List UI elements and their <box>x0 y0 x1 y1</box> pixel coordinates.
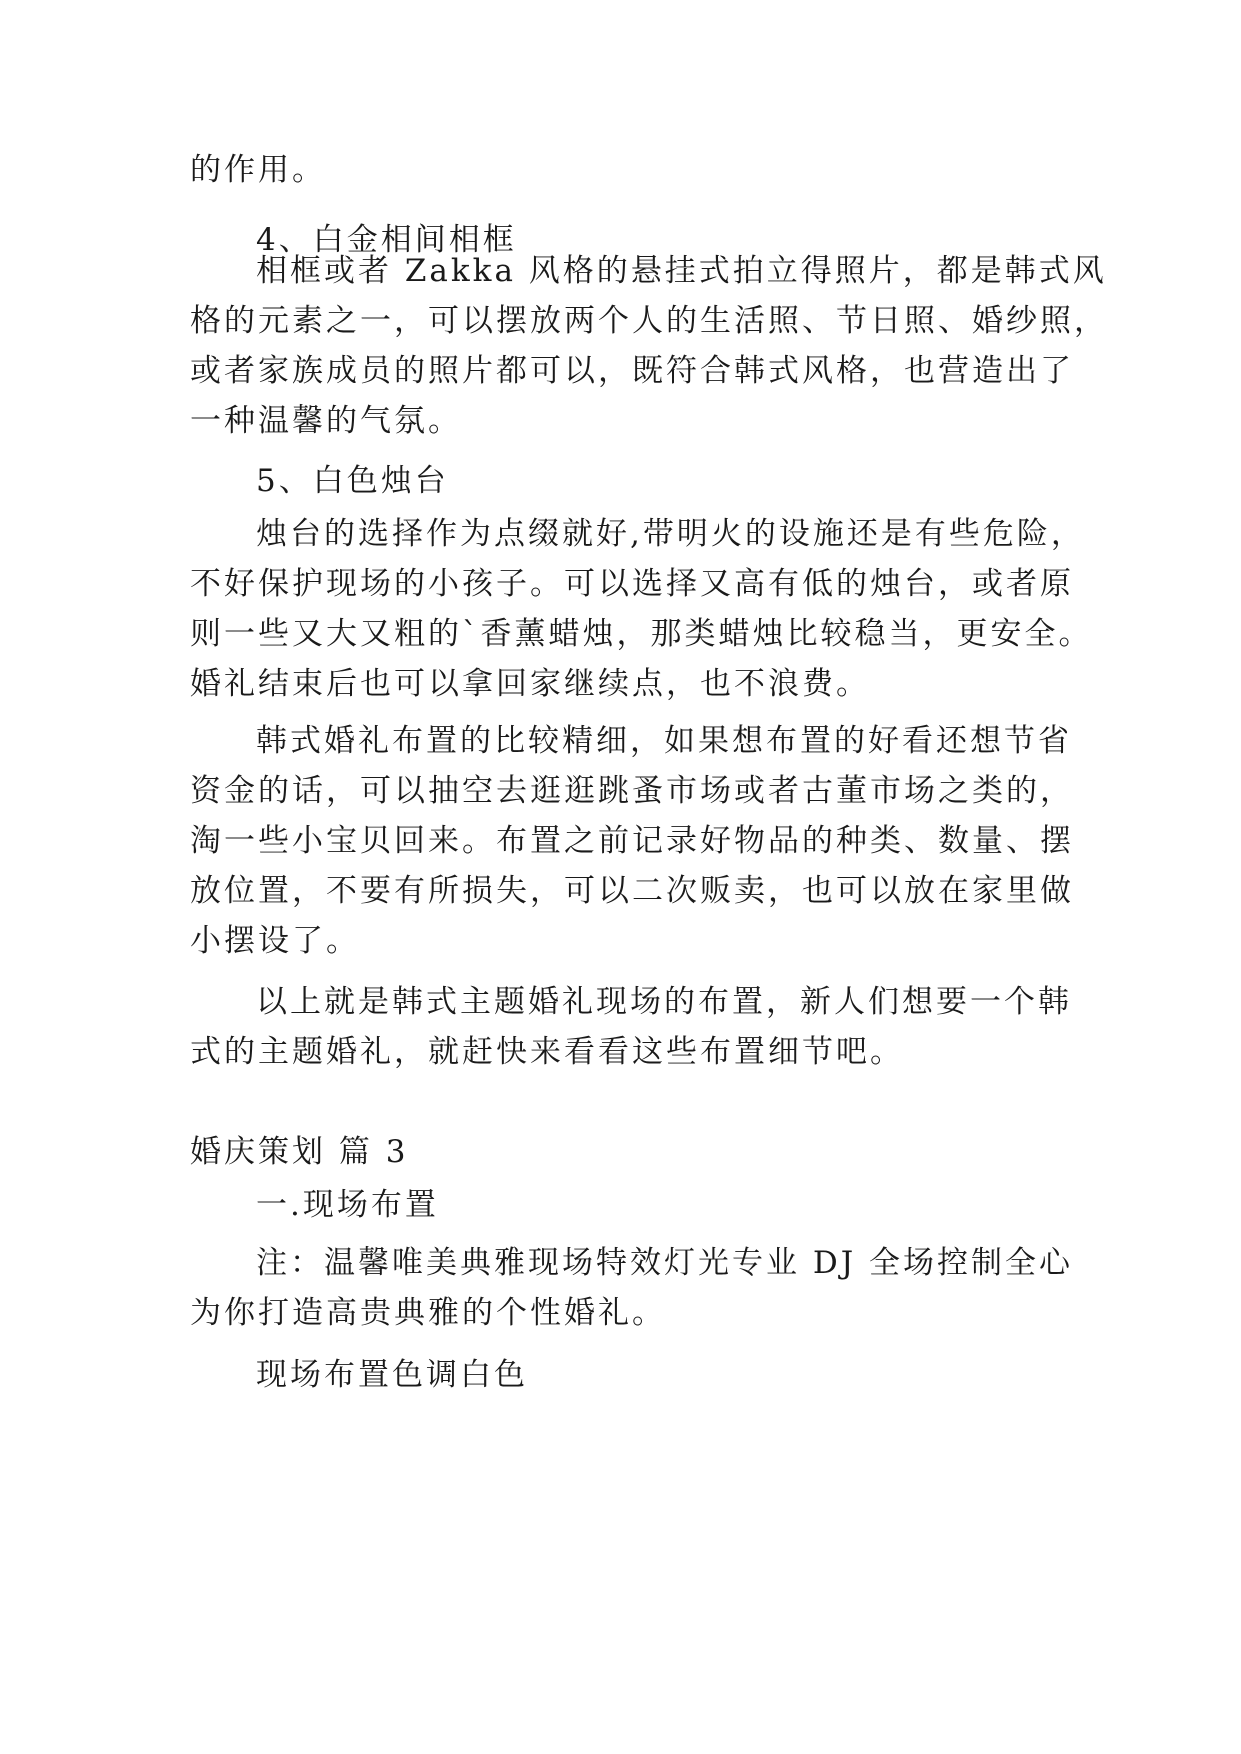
text-line: 注：温馨唯美典雅现场特效灯光专业 DJ 全场控制全心 <box>256 1245 1073 1281</box>
section-title: 婚庆策划 篇 3 <box>190 1134 409 1170</box>
text-line: 淘一些小宝贝回来。布置之前记录好物品的种类、数量、摆 <box>190 823 1074 859</box>
text-line: 一种温馨的气氛。 <box>190 403 462 439</box>
section-heading: 5、白色烛台 <box>256 463 449 499</box>
text-line: 放位置，不要有所损失，可以二次贩卖，也可以放在家里做 <box>190 873 1074 909</box>
section-heading: 一.现场布置 <box>256 1187 439 1223</box>
text-line: 式的主题婚礼，就赶快来看看这些布置细节吧。 <box>190 1034 904 1070</box>
text-line: 则一些又大又粗的`香薰蜡烛，那类蜡烛比较稳当，更安全。 <box>190 616 1093 652</box>
text-line: 资金的话，可以抽空去逛逛跳蚤市场或者古董市场之类的， <box>190 773 1074 809</box>
text-line: 现场布置色调白色 <box>256 1357 528 1393</box>
text-line: 格的元素之一，可以摆放两个人的生活照、节日照、婚纱照， <box>190 303 1108 339</box>
text-line: 小摆设了。 <box>190 923 360 959</box>
text-line: 为你打造高贵典雅的个性婚礼。 <box>190 1295 666 1331</box>
text-line: 婚礼结束后也可以拿回家继续点，也不浪费。 <box>190 666 870 702</box>
text-line: 烛台的选择作为点缀就好,带明火的设施还是有些危险， <box>256 516 1085 552</box>
text-line: 相框或者 Zakka 风格的悬挂式拍立得照片，都是韩式风 <box>256 253 1107 289</box>
text-line: 不好保护现场的小孩子。可以选择又高有低的烛台，或者原 <box>190 566 1074 602</box>
text-line: 韩式婚礼布置的比较精细，如果想布置的好看还想节省 <box>256 723 1072 759</box>
text-line: 以上就是韩式主题婚礼现场的布置，新人们想要一个韩 <box>256 984 1072 1020</box>
text-line: 或者家族成员的照片都可以，既符合韩式风格，也营造出了 <box>190 353 1074 389</box>
text-line: 的作用。 <box>190 152 326 188</box>
section-heading: 4、白金相间相框 <box>256 222 517 258</box>
